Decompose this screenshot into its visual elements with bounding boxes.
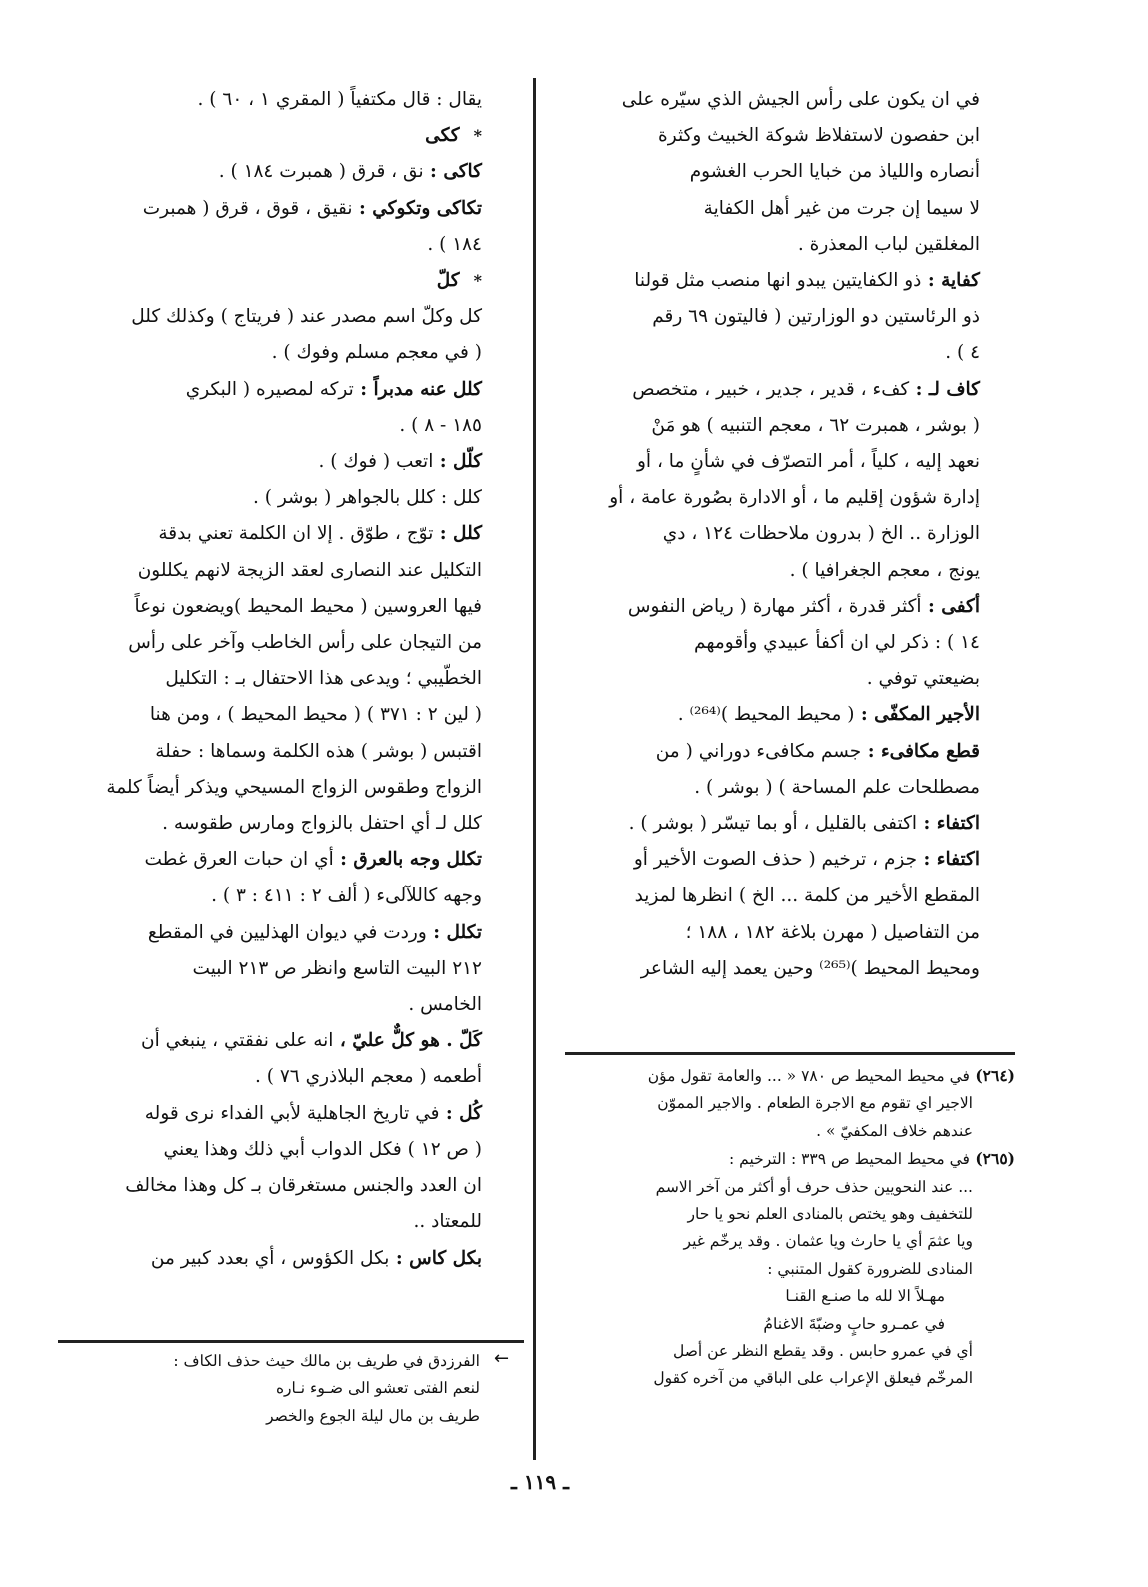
footnote-text: ويا عثمَ أي يا حارث ويا عثمان . وقد يرخّم غير [683,1232,973,1251]
line-text: أطعمه ( معجم البلاذري ٧٦ ) . [254,1066,482,1088]
text-line [62,1023,482,1059]
line-text: يقال : قال مكتفياً ( المقري ١ ، ٦٠ ) . [197,89,482,110]
entry-headword: اكتفاء : [917,813,980,835]
entry-headword: كلل : [433,523,482,545]
line-text: الخطّيبي ؛ ويدعى هذا الاحتفال بـ : التكليل [165,668,482,690]
footnote-number: (٢٦٥) [969,1149,1015,1169]
text-line [62,263,482,299]
entry-headword: كَلّ . هو كلٌّ عليّ ، [333,1030,482,1052]
line-text: ١٨٥ - ٨ ) . [399,414,482,436]
line-text: نق ، قرق ( همبرت ١٨٤ ) . [218,161,424,183]
text-line [62,1096,482,1132]
text-line [570,444,980,480]
text-line [570,372,980,408]
text-line [570,734,980,770]
line-text: وردت في ديوان الهذليين في المقطع [147,921,427,943]
line-text: نعهد إليه ، كلياً ، أمر التصرّف في شأنٍ ما ، أو [637,451,980,473]
line-text: ومحيط المحيط )⁽²⁶⁵⁾ وحين يعمد إليه الشاعر [640,957,980,979]
line-text: كلل : كلل بالجواهر ( بوشر ) . [252,487,482,509]
text-line [570,480,980,516]
text-line [62,878,482,914]
line-text: كل وكلّ اسم مصدر عند ( فريتاج ) وكذلك كلل [131,306,482,328]
text-line [62,1241,482,1277]
text-line [62,842,482,878]
text-line [62,553,482,589]
footnote-rule-right [565,1052,1015,1055]
text-line [62,661,482,697]
footnote-line [570,1118,1015,1145]
entry-headword: ككى [425,125,460,147]
line-text: فيها العروسين ( محيط المحيط )ويضعون نوعاً [134,595,482,617]
footnote-text: في محيط المحيط ص ٧٨٠ « ... والعامة تقول مؤن [647,1067,970,1085]
text-line [570,661,980,697]
text-line [62,82,482,118]
footnote-line [570,1062,1015,1090]
line-text: في ان يكون على رأس الجيش الذي سيّره على [621,89,980,110]
line-text: توّج ، طوّق . إلا ان الكلمة تعني بدقة [158,523,434,545]
text-line [62,951,482,987]
entry-headword: كلل عنه مدبراً : [353,378,482,400]
text-line [62,299,482,335]
line-text: بكل الكؤوس ، أي بعدد كبير من [150,1247,390,1269]
footnote-number: (٢٦٤) [969,1066,1015,1085]
line-text: كلل لـ أي احتفل بالزواج ومارس طقوسه . [162,813,482,835]
text-line [570,951,980,987]
right-column [570,82,980,987]
entry-headword: كُل : [439,1102,482,1124]
text-line [62,480,482,516]
line-text: انه على نفقتي ، ينبغي أن [140,1030,334,1052]
text-line [570,842,980,878]
line-text: من التيجان على رأس الخاطب وآخر على رأس [128,632,482,654]
text-line [570,191,980,227]
page-number: ـ ١١٩ ـ [511,1470,569,1494]
text-line [62,625,482,661]
text-line [62,915,482,951]
text-line [62,408,482,444]
line-text: ذو الرئاستين دو الوزارتين ( فاليتون ٦٩ رقم [652,306,980,328]
line-text: ١٨٤ ) . [427,233,482,255]
text-line [570,553,980,589]
text-line [570,82,980,118]
text-line [570,516,980,552]
entry-headword: كاكى : [423,161,482,183]
footnote-text: في محيط المحيط ص ٣٣٩ : الترخيم : [729,1150,970,1169]
entry-headword: قطع مكافىء : [861,740,980,762]
footnote-text: أي في عمرو حابس . وقد يقطع النظر عن أصل [672,1342,973,1361]
line-text: التكليل عند النصارى لعقد الزيجة لانهم يكللون [137,559,482,581]
footnote-text: للتخفيف وهو يختص بالمنادى العلم نحو يا حار [687,1205,973,1224]
line-text: وجهه كاللآلىء ( ألف ٢ : ٤١١ : ٣ ) . [211,885,482,907]
line-text: من التفاصيل ( مهرن بلاغة ١٨٢ ، ١٨٨ ؛ [685,921,980,943]
text-line [570,625,980,661]
footnote-line [570,1283,1015,1310]
line-text: الوزارة .. الخ ( بدرون ملاحظات ١٢٤ ، دي [662,523,980,545]
footnote-line [60,1403,480,1430]
line-text: أنصاره واللياذ من خبايا الحرب الغشوم [689,161,980,183]
text-line [570,878,980,914]
line-text: أكثر قدرة ، أكثر مهارة ( رياض النفوس [627,595,922,617]
line-text: ( في معجم مسلم وفوك ) . [271,342,482,364]
line-text: اتعب ( فوك ) . [318,451,434,473]
text-line [62,118,482,154]
footnotes-right [570,1062,1015,1393]
footnote-line [570,1338,1015,1365]
entry-headword: تكلل : [426,921,482,943]
text-line [570,915,980,951]
text-line [570,770,980,806]
line-text: ذو الكفايتين يبدو انها منصب مثل قولنا [634,270,922,292]
footnote-line [570,1201,1015,1228]
text-line [62,806,482,842]
text-line [62,697,482,733]
continuation-arrow: ← [494,1348,510,1369]
footnote-line [60,1348,480,1375]
text-line [570,227,980,263]
entry-star: * [473,126,482,146]
footnote-line [570,1365,1015,1392]
line-text: لا سيما إن جرت من غير أهل الكفاية [703,197,980,219]
line-text: يونج ، معجم الجغرافيا ) . [789,559,980,581]
footnote-rule-left [58,1340,524,1343]
entry-headword: كلّ [436,270,460,292]
text-line [62,227,482,263]
line-text: في تاريخ الجاهلية لأبي الفداء نرى قوله [144,1102,440,1124]
line-text: أي ان حبات العرق غطت [144,849,334,871]
line-text: للمعتاد .. [413,1211,482,1233]
footnote-text: لنعم الفتى تعشو الى ضـوء نـاره [275,1379,480,1398]
text-line [62,191,482,227]
line-text: جزم ، ترخيم ( حذف الصوت الأخير أو [633,849,918,871]
text-line [62,1132,482,1168]
left-column [62,82,482,1277]
line-text: ( بوشر ، همبرت ٦٢ ، معجم التنبيه ) هو مَنْ [651,414,980,436]
entry-headword: اكتفاء : [917,849,980,871]
text-line [62,372,482,408]
text-line [62,734,482,770]
line-text: الزواج وطقوس الزواج المسيحي ويذكر أيضاً كلمة [106,776,482,798]
text-line [570,263,980,299]
entry-headword: تكلل وجه بالعرق : [333,849,482,871]
text-line [570,154,980,190]
text-line [62,1168,482,1204]
footnote-line [60,1375,480,1402]
text-line [570,118,980,154]
text-line [570,697,980,733]
line-text: الخامس . [408,994,482,1016]
text-line [570,806,980,842]
column-divider [533,78,536,1460]
line-text: اكتفى بالقليل ، أو بما تيسّر ( بوشر ) . [628,813,918,835]
text-line [62,987,482,1023]
entry-headword: كلّل : [433,451,482,473]
line-text: ان العدد والجنس مستغرقان بـ كل وهذا مخالف [125,1175,482,1197]
line-text: المغلقين لباب المعذرة . [797,233,980,255]
line-text: ( ص ١٢ ) فكل الدواب أبي ذلك وهذا يعني [163,1138,482,1160]
footnote-line [570,1228,1015,1255]
line-text: ٢١٢ البيت التاسع وانظر ص ٢١٣ البيت [192,957,482,979]
line-text: ١٤ ) : ذكر لي ان أكفأ عبيدي وأقومهم [694,632,980,654]
footnote-text: المرخّم فيعلق الإعراب على الباقي من آخره كقول [653,1369,973,1388]
line-text: نقيق ، قوق ، قرق ( همبرت [142,197,353,219]
text-line [62,589,482,625]
verse-line: مهـلاً الا لله ما صنـع القنـا [785,1287,945,1306]
verse-line: في عمـرو حابٍ وضبّةَ الاغنامُ [763,1314,945,1333]
line-text: ابن حفصون لاستفلاظ شوكة الخبيث وكثرة [658,125,980,147]
line-text: ( محيط المحيط )⁽²⁶⁴⁾ . [677,704,855,726]
entry-headword: الأجير المكفّى : [854,704,980,726]
line-text: ( لين ٢ : ٣٧١ ) ( محيط المحيط ) ، ومن هنا [149,704,482,726]
text-line [62,770,482,806]
line-text: جسم مكافىء دوراني ( من [655,740,862,762]
line-text: ٤ ) . [945,342,980,364]
entry-headword: أكفى : [921,595,980,617]
footnote-text: طريف بن مال ليلة الجوع والخصر [266,1406,480,1425]
text-line [570,299,980,335]
entry-headword: كاف لـ : [909,378,980,400]
line-text: المقطع الأخير من كلمة ... الخ ) انظرها لمزيد [634,885,980,907]
footnote-text: الفرزدق في طريف بن مالك حيث حذف الكاف : [173,1352,480,1370]
text-line [62,335,482,371]
text-line [570,589,980,625]
text-line [570,408,980,444]
footnotes-left [60,1348,480,1430]
text-line [62,1059,482,1095]
footnote-line [570,1311,1015,1338]
footnote-line [570,1256,1015,1283]
footnote-text: الاجير اي تقوم مع الاجرة الطعام . والاجير المموّن [657,1094,973,1113]
entry-star: * [473,271,482,291]
text-line [62,516,482,552]
entry-headword: كفاية : [921,270,980,292]
line-text: إدارة شؤون إقليم ما ، أو الادارة بصُورة عامة ، أو [609,487,980,509]
footnote-line [570,1174,1015,1201]
line-text: اقتبس ( بوشر ) هذه الكلمة وسماها : حفلة [155,740,482,762]
line-text: بضيعتي توفي . [866,668,980,690]
line-text: كفء ، قدير ، جدير ، خبير ، متخصص [632,378,910,400]
text-line [62,1204,482,1240]
line-text: تركه لمصيره ( البكري [185,378,354,400]
entry-headword: تكاكى وتكوكي : [352,197,482,219]
footnote-line [570,1145,1015,1173]
entry-headword: بكل كاس : [389,1247,482,1269]
footnote-text: المنادى للضرورة كقول المتنبي : [767,1259,973,1278]
footnote-text: ... عند النحويين حذف حرف أو أكثر من آخر الاسم [655,1177,973,1196]
text-line [62,154,482,190]
text-line [62,444,482,480]
line-text: مصطلحات علم المساحة ) ( بوشر ) . [694,776,980,798]
footnote-text: عندهم خلاف المكفيّ » . [816,1121,973,1140]
footnote-line [570,1090,1015,1117]
text-line [570,335,980,371]
